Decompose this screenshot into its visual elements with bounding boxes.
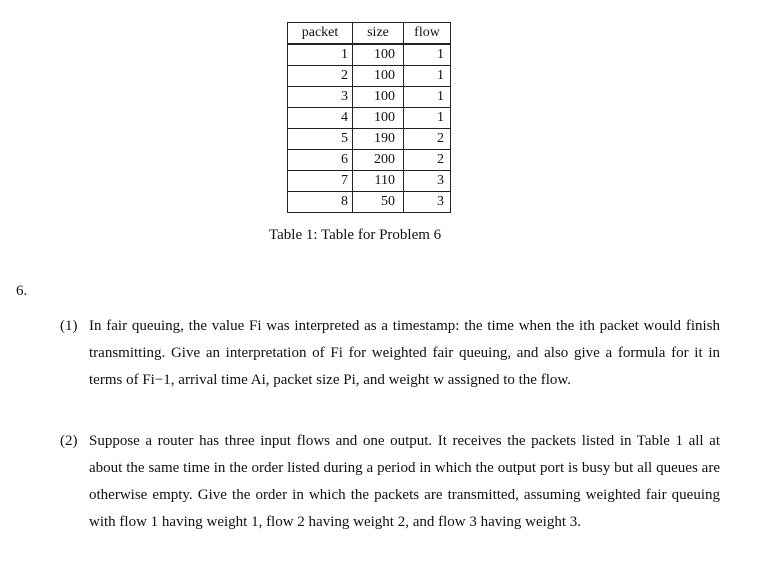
cell-flow: 1: [404, 44, 451, 66]
cell-packet: 8: [288, 192, 353, 213]
cell-flow: 3: [404, 192, 451, 213]
cell-size: 100: [353, 108, 404, 129]
table-row: [288, 87, 451, 108]
header-flow: flow: [404, 23, 451, 45]
part-1-label: (1): [60, 318, 78, 334]
packet-table: [287, 22, 451, 213]
cell-size: 100: [353, 44, 404, 66]
header-size: size: [353, 23, 404, 45]
packet-table-body: [288, 44, 451, 213]
table-row: [288, 66, 451, 87]
problem-number: 6.: [16, 283, 28, 299]
table-row: [288, 129, 451, 150]
cell-flow: 2: [404, 129, 451, 150]
packet-table-header: [288, 23, 451, 45]
cell-size: 200: [353, 150, 404, 171]
problem-part-2: [60, 428, 720, 536]
table-caption: Table 1: Table for Problem 6: [269, 227, 442, 243]
cell-size: 100: [353, 87, 404, 108]
cell-flow: 1: [404, 108, 451, 129]
header-packet: packet: [288, 23, 353, 45]
cell-packet: 7: [288, 171, 353, 192]
part-1-text: In fair queuing, the value Fi was interpreted as a timestamp: the time when the ith packet would finish transmitting. Give an interpretation of Fi for weighted fair queuing, and also give a formula for it in terms of Fi−1, arrival time Ai, packet size Pi, and weight w assigned to the flow.: [89, 318, 720, 388]
part-2-label: (2): [60, 433, 78, 449]
cell-flow: 1: [404, 87, 451, 108]
table-row: [288, 171, 451, 192]
cell-size: 190: [353, 129, 404, 150]
problem-part-1: [60, 313, 720, 394]
table-row: [288, 150, 451, 171]
table-row: [288, 44, 451, 66]
cell-flow: 2: [404, 150, 451, 171]
table-row: [288, 108, 451, 129]
cell-size: 50: [353, 192, 404, 213]
cell-packet: 1: [288, 44, 353, 66]
packet-table-header-row: [288, 23, 451, 45]
cell-packet: 5: [288, 129, 353, 150]
cell-packet: 4: [288, 108, 353, 129]
cell-size: 100: [353, 66, 404, 87]
cell-packet: 6: [288, 150, 353, 171]
table-row: [288, 192, 451, 213]
cell-packet: 2: [288, 66, 353, 87]
cell-flow: 1: [404, 66, 451, 87]
part-2-text: Suppose a router has three input flows and one output. It receives the packets listed in Table 1 all at about the same time in the order listed during a period in which the output port is busy but all queues are otherwise empty. Give the order in which the packets are transmitted, assuming weighted fair queuing with flow 1 having weight 1, flow 2 having weight 2, and flow 3 having weight 3.: [89, 433, 720, 530]
cell-packet: 3: [288, 87, 353, 108]
cell-flow: 3: [404, 171, 451, 192]
cell-size: 110: [353, 171, 404, 192]
